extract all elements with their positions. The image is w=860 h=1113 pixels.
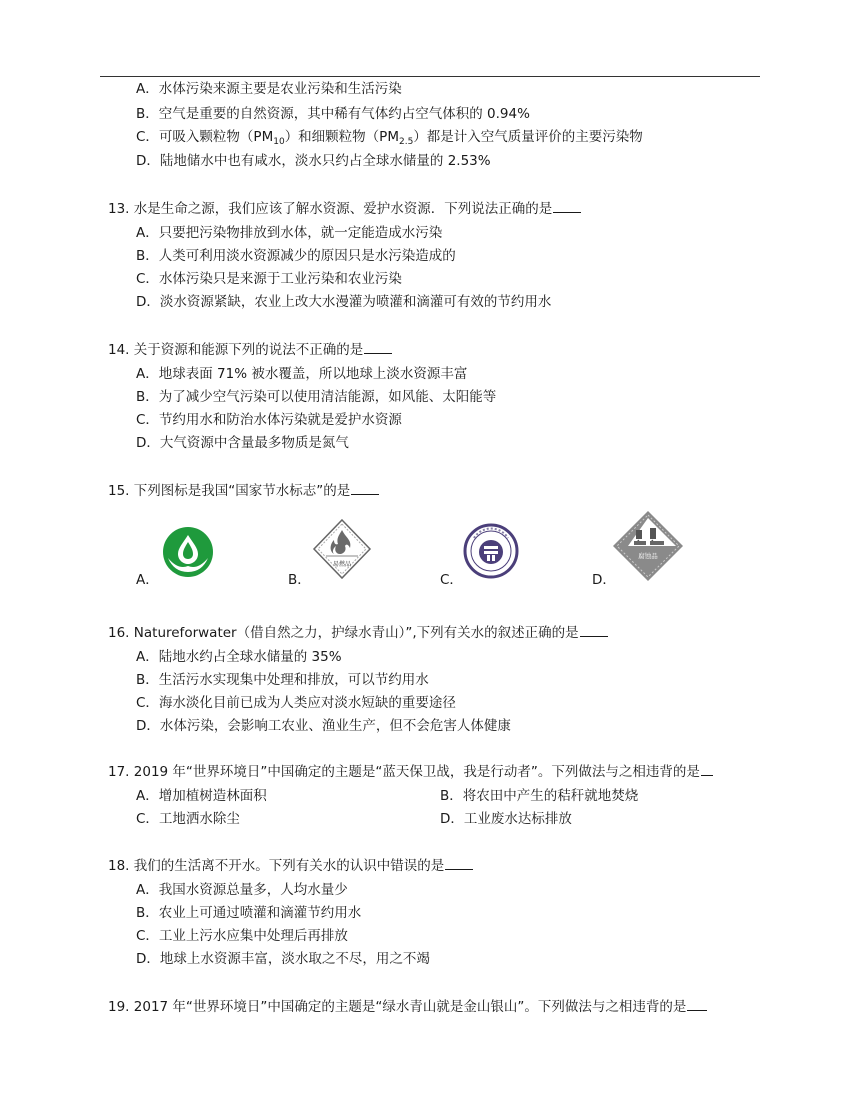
option-d: D．水体污染，会影响工农业、渔业生产，但不会危害人体健康 xyxy=(136,718,511,734)
option-d xyxy=(592,512,692,588)
option-b: B．农业上可通过喷灌和滴灌节约用水 xyxy=(136,905,362,921)
question-stem: 18. 我们的生活离不开水。下列有关水的认识中错误的是 xyxy=(108,857,473,875)
header-rule xyxy=(100,76,760,77)
corrosive-hazard-icon xyxy=(612,510,684,582)
option-a: A．只要把污染物排放到水体，就一定能造成水污染 xyxy=(136,225,443,241)
answer-blank xyxy=(351,482,379,495)
option-d: D．工业废水达标排放 xyxy=(440,811,572,827)
answer-blank xyxy=(445,857,473,870)
option-c: C．可吸入颗粒物$(PM_{10})$和细颗粒物$(PM_{2.5})$都是计入空气质量评价的主要污染物 xyxy=(136,129,643,147)
hazard-caption: 腐蚀品 xyxy=(638,552,658,560)
answer-blank xyxy=(701,763,713,776)
answer-blank xyxy=(364,341,392,354)
question-stem: 13. 水是生命之源，我们应该了解水资源、爱护水资源．下列说法正确的是 xyxy=(108,200,581,218)
option-c: C．节约用水和防治水体污染就是爱护水资源 xyxy=(136,412,402,428)
option-a xyxy=(136,512,226,588)
hazard-caption: 易燃品 xyxy=(332,561,352,568)
option-d: D．陆地储水中也有咸水，淡水只约占全球水储量的 2.53% xyxy=(136,153,491,169)
option-a: A．我国水资源总量多，人均水量少 xyxy=(136,882,348,898)
option-b: B．为了减少空气污染可以使用清洁能源，如风能、太阳能等 xyxy=(136,389,497,405)
option-c: C．水体污染只是来源于工业污染和农业污染 xyxy=(136,271,402,287)
option-label: C． xyxy=(440,572,463,588)
question-stem: 16. Natureforwater（借自然之力，护绿水青山）”,下列有关水的叙述正确的是 xyxy=(108,624,608,642)
option-b xyxy=(288,512,378,588)
option-a: A．水体污染来源主要是农业污染和生活污染 xyxy=(136,81,402,97)
option-b: B．将农田中产生的秸秆就地焚烧 xyxy=(440,788,639,804)
option-d: D．淡水资源紧缺，农业上改大水漫灌为喷灌和滴灌可有效的节约用水 xyxy=(136,294,552,310)
option-b: B．空气是重要的自然资源，其中稀有气体约占空气体积的 0.94% xyxy=(136,106,530,122)
water-saving-logo-icon xyxy=(162,526,214,578)
answer-blank xyxy=(580,624,608,637)
flammable-hazard-icon xyxy=(312,518,372,580)
option-c: C．工地洒水除尘 xyxy=(136,811,240,827)
option-b: B．生活污水实现集中处理和排放，可以节约用水 xyxy=(136,672,429,688)
question-stem: 14. 关于资源和能源下列的说法不正确的是 xyxy=(108,341,392,359)
question-stem: 17. 2019 年“世界环境日”中国确定的主题是“蓝天保卫战，我是行动者”。下列做法与之相违背的是 xyxy=(108,763,713,781)
option-label: A． xyxy=(136,572,159,588)
option-a: A．增加植树造林面积 xyxy=(136,788,267,804)
option-a: A．地球表面 71% 被水覆盖，所以地球上淡水资源丰富 xyxy=(136,366,468,382)
answer-blank xyxy=(553,200,581,213)
option-label: D． xyxy=(592,572,616,588)
option-label: B． xyxy=(288,572,311,588)
round-emblem-icon xyxy=(464,524,518,578)
answer-blank xyxy=(687,998,707,1011)
option-c: C．工业上污水应集中处理后再排放 xyxy=(136,928,348,944)
option-c xyxy=(440,512,530,588)
option-a: A．陆地水约占全球水储量的 35% xyxy=(136,649,342,665)
option-d: D．地球上水资源丰富，淡水取之不尽，用之不竭 xyxy=(136,951,430,967)
option-d: D．大气资源中含量最多物质是氮气 xyxy=(136,435,349,451)
option-b: B．人类可利用淡水资源减少的原因只是水污染造成的 xyxy=(136,248,456,264)
option-c: C．海水淡化目前已成为人类应对淡水短缺的重要途径 xyxy=(136,695,456,711)
question-stem: 15. 下列图标是我国“国家节水标志”的是 xyxy=(108,482,379,500)
question-stem: 19. 2017 年“世界环境日”中国确定的主题是“绿水青山就是金山银山”。下列做法与之相违背的是 xyxy=(108,998,707,1016)
